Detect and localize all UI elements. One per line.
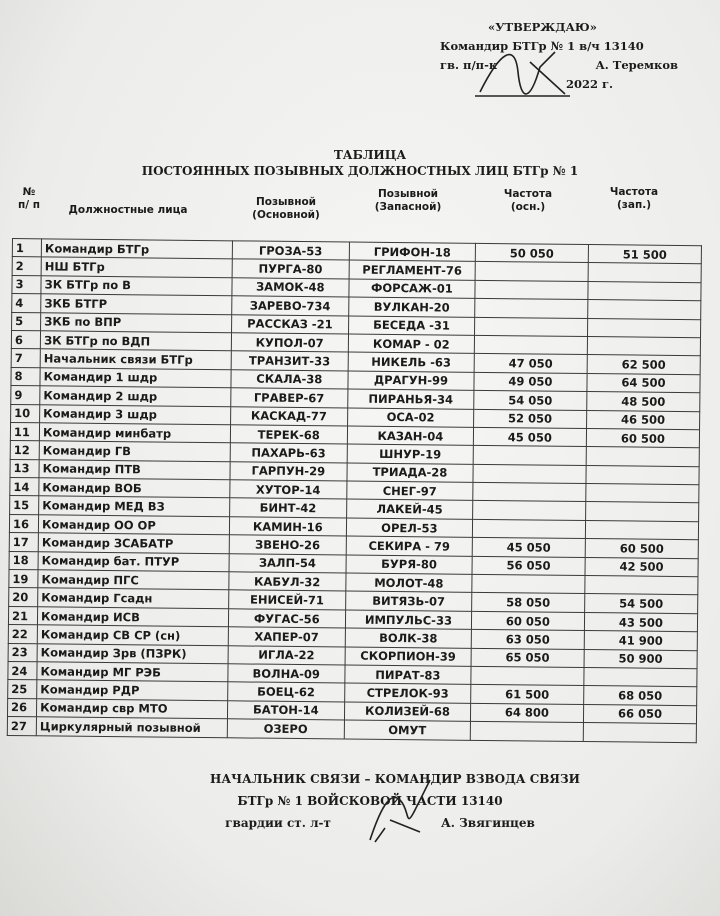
row-freq-reserve: 48 500 [587,392,700,412]
row-position: Командир ГВ [39,441,230,461]
row-position: Командир ОО ОР [38,515,229,535]
row-freq-main [472,574,585,594]
row-reserve-callsign: ПИРАНЬЯ-34 [348,389,474,409]
row-number: 27 [7,717,36,736]
row-position: Циркулярный позывной [36,717,227,737]
row-reserve-callsign: ВОЛК-38 [345,628,471,648]
row-number: 15 [10,496,39,515]
row-freq-reserve: 60 500 [585,539,698,559]
row-position: Командир ЗСАБАТР [38,533,229,553]
row-freq-reserve [584,667,697,687]
row-freq-main [475,262,588,282]
row-freq-main [475,299,588,319]
row-reserve-callsign: БЕСЕДА -31 [348,316,474,336]
row-freq-main [472,519,585,539]
row-freq-reserve [588,263,701,283]
row-position: Командир ПТВ [39,459,230,479]
row-freq-main [473,446,586,466]
row-number: 25 [8,680,37,699]
row-position: Командир 2 шдр [40,386,231,406]
table-body [7,239,701,743]
approval-rank: гв. п/п-к [440,58,498,72]
approval-heading: «УТВЕРЖДАЮ» [488,20,597,34]
row-number: 13 [10,459,39,478]
row-reserve-callsign: КОМАР - 02 [348,334,474,354]
row-main-callsign: ТРАНЗИТ-33 [231,351,349,371]
row-freq-reserve [585,576,698,596]
row-main-callsign: ЗАЛП-54 [229,553,347,573]
title-line-2: ПОСТОЯННЫХ ПОЗЫВНЫХ ДОЛЖНОСТНЫХ ЛИЦ БТГр № 1 [141,164,579,178]
row-number: 26 [7,698,36,717]
row-number: 5 [12,312,41,331]
row-main-callsign: РАССКАЗ -21 [231,314,349,334]
row-freq-main: 49 050 [474,372,587,392]
row-number: 20 [9,588,38,607]
row-position: Командир свр МТО [37,699,228,719]
row-reserve-callsign: ПИРАТ-83 [345,665,471,685]
row-main-callsign: ЗАРЕВО-734 [231,296,349,316]
row-freq-main [470,721,583,741]
row-position: Командир БТГр [41,239,232,259]
row-number: 23 [8,643,37,662]
row-main-callsign: ПАХАРЬ-63 [230,443,348,463]
row-freq-main: 45 050 [473,427,586,447]
row-freq-reserve: 60 500 [586,428,699,448]
row-number: 19 [9,570,38,589]
row-freq-main [474,335,587,355]
row-number: 6 [11,330,40,349]
row-main-callsign: ХУТОР-14 [229,480,347,500]
row-position: Командир МГ РЭБ [37,662,228,682]
row-reserve-callsign: БУРЯ-80 [346,555,472,575]
row-position: Командир Гсадн [38,588,229,608]
row-number: 8 [11,367,40,386]
row-main-callsign: ПУРГА-80 [232,259,350,279]
row-reserve-callsign: СНЕГ-97 [347,481,473,501]
row-reserve-callsign: ФОРСАЖ-01 [349,279,475,299]
row-main-callsign: КАСКАД-77 [230,406,348,426]
row-main-callsign: ТЕРЕК-68 [230,425,348,445]
row-position: Командир бат. ПТУР [38,551,229,571]
row-freq-reserve: 43 500 [584,612,697,632]
row-number: 16 [9,514,38,533]
row-reserve-callsign: РЕГЛАМЕНТ-76 [349,260,475,280]
document-title [0,148,720,178]
row-freq-reserve: 50 900 [584,649,697,669]
row-main-callsign: СКАЛА-38 [231,370,349,390]
row-freq-main [473,464,586,484]
row-position: Командир РДР [37,680,228,700]
row-freq-reserve [583,723,696,743]
row-position: Командир минбатр [39,423,230,443]
row-main-callsign: ИГЛА-22 [228,645,346,665]
header-freq-main: Частота (осн.) [503,188,553,213]
row-main-callsign: ГАРПУН-29 [230,461,348,481]
row-freq-main [474,317,587,337]
table-header [18,184,698,234]
row-freq-reserve: 51 500 [588,245,701,265]
row-position: ЗКБ БТГР [41,294,232,314]
row-reserve-callsign: ОРЕЛ-53 [346,518,472,538]
row-freq-reserve: 41 900 [584,631,697,651]
row-freq-main [472,501,585,521]
row-number: 7 [11,349,40,368]
row-position: Командир ВОБ [39,478,230,498]
header-num: № п/ п [18,186,40,211]
row-number: 14 [10,478,39,497]
row-number: 22 [8,625,37,644]
header-reserve-callsign: Позывной (Запасной) [374,188,442,213]
row-freq-main: 63 050 [471,630,584,650]
row-number: 18 [9,551,38,570]
row-main-callsign: КУПОЛ-07 [231,333,349,353]
row-freq-reserve: 62 500 [587,355,700,375]
row-main-callsign: БИНТ-42 [229,498,347,518]
row-reserve-callsign: ТРИАДА-28 [347,463,473,483]
footer-rank: гвардии ст. л-т [225,816,331,830]
row-position: ЗКБ по ВПР [41,312,232,332]
row-freq-reserve: 42 500 [585,557,698,577]
row-reserve-callsign: НИКЕЛЬ -63 [348,352,474,372]
row-freq-main [473,482,586,502]
row-position: Командир ПГС [38,570,229,590]
row-reserve-callsign: ОМУТ [344,720,470,740]
row-number: 11 [10,422,39,441]
row-position: Командир СВ СР (сн) [37,625,228,645]
row-position: НШ БТГр [41,257,232,277]
approval-date: 2022 г. [566,77,614,91]
row-number: 1 [12,239,41,258]
row-main-callsign: ГРАВЕР-67 [230,388,348,408]
row-freq-reserve: 54 500 [585,594,698,614]
callsign-table [7,238,702,743]
row-main-callsign: ХАПЕР-07 [228,627,346,647]
row-position: Командир 1 шдр [40,368,231,388]
row-freq-main: 65 050 [471,648,584,668]
row-freq-main [471,666,584,686]
row-position: Начальник связи БТГр [40,349,231,369]
row-reserve-callsign: ГРИФОН-18 [349,242,475,262]
header-freq-reserve: Частота (зап.) [609,186,659,211]
row-number: 10 [11,404,40,423]
row-main-callsign: ЗВЕНО-26 [229,535,347,555]
row-number: 2 [12,257,41,276]
footer-signature [350,770,470,850]
row-freq-reserve [586,465,699,485]
row-main-callsign: ЗАМОК-48 [232,278,350,298]
row-position: Командир МЕД ВЗ [39,496,230,516]
row-reserve-callsign: ВИТЯЗЬ-07 [346,591,472,611]
footer-line-2: БТГр № 1 ВОЙСКОВОЙ ЧАСТИ 13140 [237,794,503,808]
row-freq-reserve: 46 500 [586,410,699,430]
row-main-callsign: ФУГАС-56 [228,609,346,629]
row-reserve-callsign: ЛАКЕЙ-45 [347,499,473,519]
row-freq-main: 54 050 [474,390,587,410]
row-reserve-callsign: ИМПУЛЬС-33 [345,610,471,630]
row-main-callsign: ОЗЕРО [227,719,345,739]
row-position: Командир 3 шдр [40,404,231,424]
row-reserve-callsign: КОЛИЗЕЙ-68 [344,702,470,722]
title-line-1: ТАБЛИЦА [333,148,407,162]
row-number: 12 [10,441,39,460]
row-freq-main: 56 050 [472,556,585,576]
row-freq-main: 45 050 [472,538,585,558]
row-main-callsign: КАБУЛ-32 [228,572,346,592]
row-reserve-callsign: КАЗАН-04 [347,426,473,446]
footer-name: А. Звягинцев [440,816,535,830]
row-freq-reserve [587,336,700,356]
row-freq-reserve [588,300,701,320]
approval-name: А. Теремков [595,58,678,72]
row-freq-main: 61 500 [471,685,584,705]
row-freq-reserve [588,281,701,301]
row-freq-main: 47 050 [474,354,587,374]
row-position: Командир ИСВ [38,607,229,627]
row-freq-reserve: 66 050 [583,704,696,724]
row-number: 3 [12,275,41,294]
row-reserve-callsign: СКОРПИОН-39 [345,647,471,667]
row-main-callsign: ГРОЗА-53 [232,241,350,261]
row-reserve-callsign: МОЛОТ-48 [346,573,472,593]
row-freq-reserve: 64 500 [587,373,700,393]
row-number: 9 [11,386,40,405]
row-reserve-callsign: СТРЕЛОК-93 [345,683,471,703]
footer-line-1: НАЧАЛЬНИК СВЯЗИ – КОМАНДИР ВЗВОДА СВЯЗИ [209,772,580,786]
header-position: Должностные лица [68,204,188,216]
row-freq-main: 64 800 [470,703,583,723]
row-freq-main: 50 050 [475,243,588,263]
row-freq-main: 52 050 [473,409,586,429]
row-main-callsign: БОЕЦ-62 [227,682,345,702]
row-reserve-callsign: ШНУР-19 [347,444,473,464]
row-number: 24 [8,661,37,680]
row-freq-reserve [586,484,699,504]
row-main-callsign: ВОЛНА-09 [227,664,345,684]
row-position: ЗК БТГр по В [41,276,232,296]
row-freq-reserve: 68 050 [584,686,697,706]
row-number: 21 [8,606,37,625]
row-reserve-callsign: ДРАГУН-99 [348,371,474,391]
row-freq-main [475,280,588,300]
row-freq-reserve [585,520,698,540]
row-freq-main: 58 050 [472,593,585,613]
row-main-callsign: ЕНИСЕЙ-71 [228,590,346,610]
row-main-callsign: КАМИН-16 [229,517,347,537]
approval-commander: Командир БТГр № 1 в/ч 13140 [440,39,644,53]
row-reserve-callsign: ОСА-02 [348,408,474,428]
row-position: Командир Зрв (ПЗРК) [37,643,228,663]
header-main-callsign: Позывной (Основной) [252,196,320,221]
approval-signature [470,32,590,112]
row-freq-reserve [586,502,699,522]
row-main-callsign: БАТОН-14 [227,701,345,721]
row-freq-reserve [587,318,700,338]
row-freq-reserve [586,447,699,467]
row-number: 17 [9,533,38,552]
row-position: ЗК БТГр по ВДП [40,331,231,351]
row-number: 4 [12,294,41,313]
row-reserve-callsign: ВУЛКАН-20 [349,297,475,317]
row-reserve-callsign: СЕКИРА - 79 [346,536,472,556]
row-freq-main: 60 050 [471,611,584,631]
